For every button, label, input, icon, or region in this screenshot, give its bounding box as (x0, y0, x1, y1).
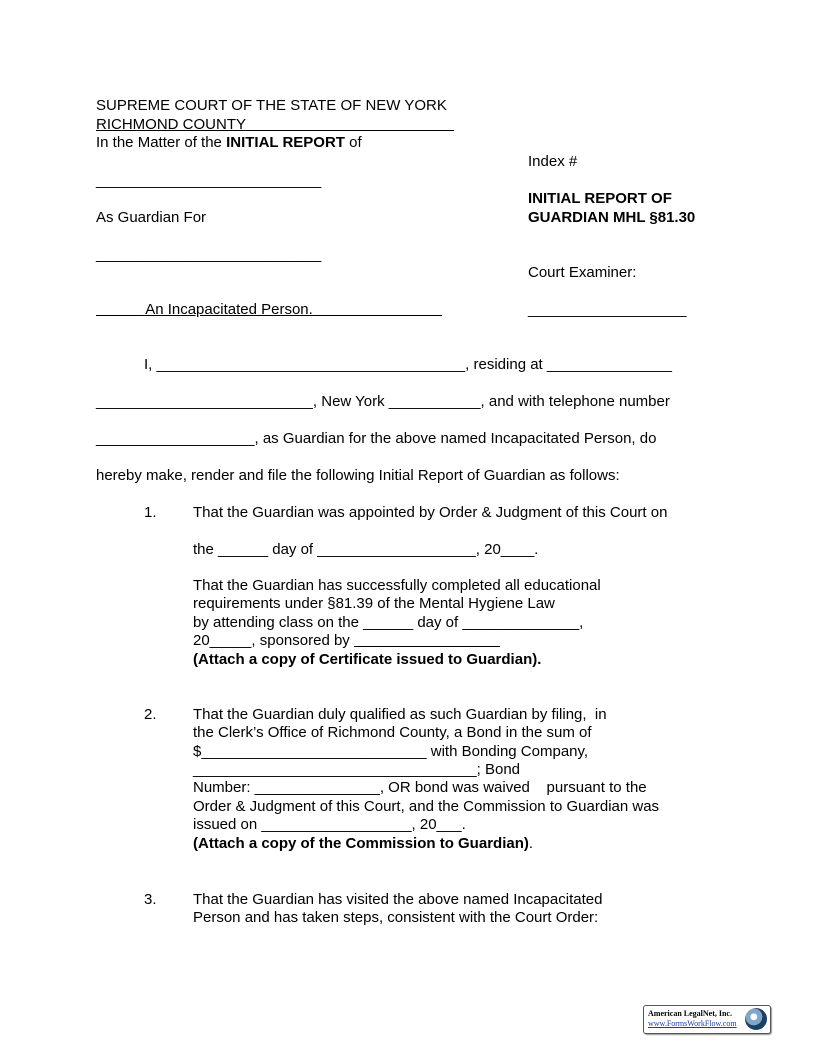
index-label: Index # (528, 153, 578, 170)
item-2-line-1: That the Guardian duly qualified as such Guardian by filing, in (193, 706, 607, 723)
badge-url[interactable]: www.FormsWorkFlow.com (648, 1019, 737, 1028)
item-1-sub-4-prefix: 20_____, sponsored by (193, 632, 354, 649)
item-2-number: 2. (144, 706, 157, 723)
guardian-name-blank[interactable]: ___________________________ (96, 172, 322, 189)
item-2-attach-note (193, 835, 533, 853)
incapacitated-text: An Incapacitated Person. (137, 301, 313, 318)
item-1-sub-3: by attending class on the ______ day of ______________, (193, 614, 584, 631)
item-3-number: 3. (144, 891, 157, 908)
item-1-number: 1. (144, 504, 157, 521)
incapacitated-trail (313, 301, 442, 318)
sponsor-blank[interactable] (354, 632, 500, 649)
globe-icon (745, 1008, 767, 1030)
item-2-line-7: issued on __________________, 20___. (193, 816, 466, 833)
item-2-line-2: the Clerk’s Office of Richmond County, a Bond in the sum of (193, 724, 592, 741)
court-examiner-label: Court Examiner: (528, 264, 637, 281)
item-3-line-1: That the Guardian has visited the above named Incapacitated (193, 891, 603, 908)
matter-prefix: In the Matter of the (96, 134, 227, 151)
item-1-sub-1: That the Guardian has successfully completed all educational (193, 577, 601, 594)
item-1-line-2: the ______ day of ___________________, 20____. (193, 541, 539, 558)
county-blank (246, 116, 454, 133)
ward-name-blank[interactable]: ___________________________ (96, 246, 322, 263)
american-legalnet-badge[interactable] (643, 1005, 771, 1034)
court-name: SUPREME COURT OF THE STATE OF NEW YORK (96, 97, 447, 114)
item-2-line-4: __________________________________; Bond (193, 761, 521, 778)
intro-line-4: hereby make, render and file the following Initial Report of Guardian as follows: (96, 467, 620, 484)
intro-line-3: ___________________, as Guardian for the above named Incapacitated Person, do (96, 430, 657, 447)
matter-bold: INITIAL REPORT (226, 134, 345, 151)
report-title-line2: GUARDIAN MHL §81.30 (528, 209, 696, 226)
item-2-attach-tail: . (528, 835, 534, 852)
item-1-attach-note: (Attach a copy of Certificate issued to Guardian). (193, 651, 542, 668)
badge-name: American LegalNet, Inc. (648, 1009, 732, 1018)
court-examiner-blank[interactable]: ___________________ (528, 301, 687, 318)
as-guardian-for: As Guardian For (96, 209, 207, 226)
intro-line-1: I, _____________________________________, residing at _______________ (144, 356, 673, 373)
item-2-line-3: $___________________________ with Bonding Company, (193, 743, 589, 760)
item-2-line-5: Number: _______________, OR bond was waived pursuant to the (193, 779, 647, 796)
matter-suffix: of (344, 134, 362, 151)
item-1-sub-2: requirements under §81.39 of the Mental Hygiene Law (193, 595, 555, 612)
item-2-attach-bold: (Attach a copy of the Commission to Guardian) (193, 835, 529, 852)
item-3-line-2: Person and has taken steps, consistent with the Court Order: (193, 909, 599, 926)
county-name: RICHMOND COUNTY (96, 116, 246, 133)
item-1-sub-4 (193, 632, 500, 650)
incapacitated-lead (96, 301, 138, 318)
intro-line-2: __________________________, New York ___________, and with telephone number (96, 393, 670, 410)
report-title-line1: INITIAL REPORT OF (528, 190, 672, 207)
matter-line (96, 134, 362, 152)
item-1-line-1: That the Guardian was appointed by Order & Judgment of this Court on (193, 504, 668, 521)
item-2-line-6: Order & Judgment of this Court, and the Commission to Guardian was (193, 798, 660, 815)
county-line (96, 116, 454, 134)
incapacitated-line (96, 301, 442, 319)
